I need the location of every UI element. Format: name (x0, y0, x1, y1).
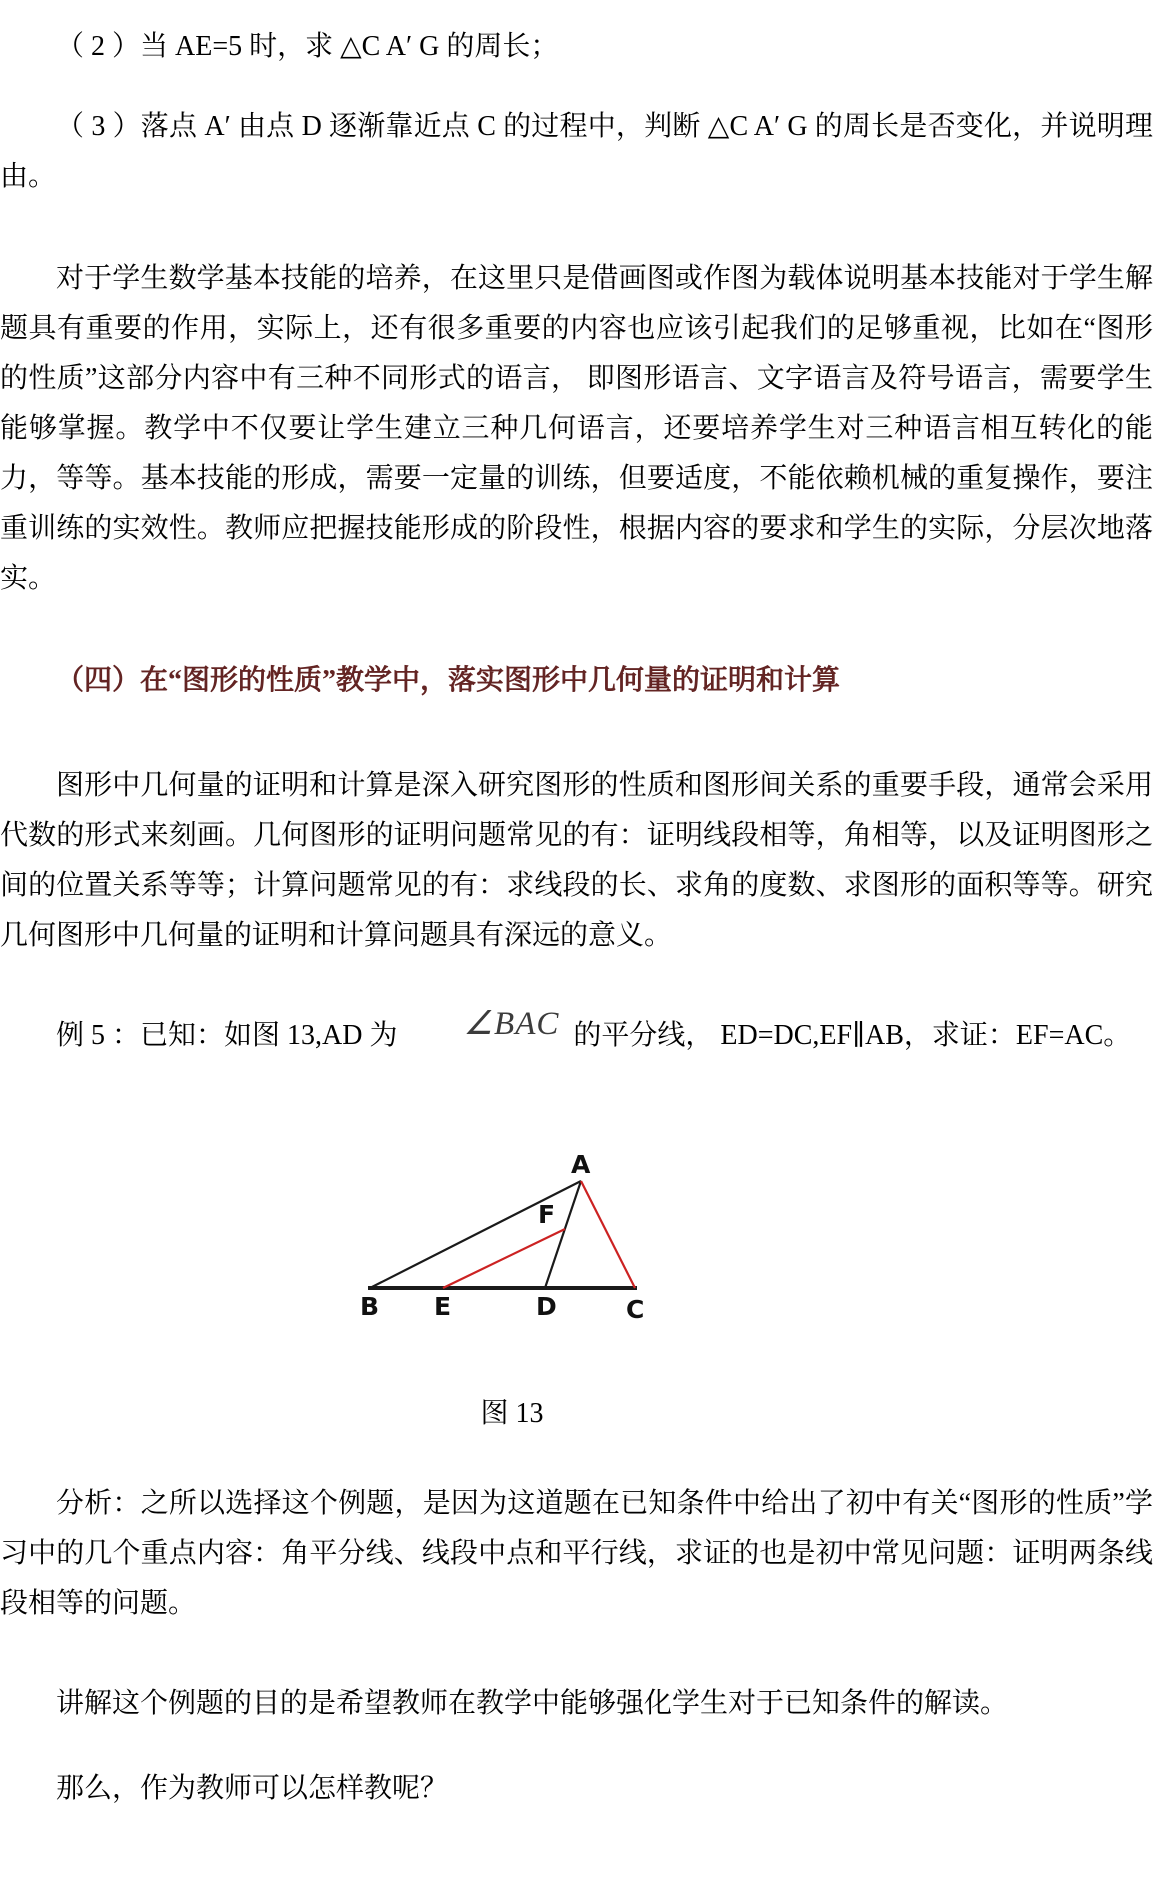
segment-EF-red (443, 1229, 565, 1288)
example-5-suffix: 的平分线， ED=DC,EF∥AB，求证：EF=AC。 (573, 1020, 1132, 1051)
question-part2: （ 2 ）当 AE=5 时，求 △C A′ G 的周长； (56, 31, 559, 62)
paragraph-geometry-quantities: 图形中几何量的证明和计算是深入研究图形的性质和图形间关系的重要手段，通常会采用代数的形式来刻画。几何图形的证明问题常见的有：证明线段相等，角相等，以及证明图形之间的位置关系等等；计算问题常见的有：求线段的长、求角的度数、求图形的面积等等。研究几何图形中几何量的证明和计算问题具有深远的意义。 (0, 770, 1153, 951)
vertex-label-C: C (626, 1295, 645, 1324)
angle-bac-formula: ∠BAC (463, 1006, 560, 1042)
paragraph-basic-skills: 对于学生数学基本技能的培养，在这里只是借画图或作图为载体说明基本技能对于学生解题具有重要的作用，实际上，还有很多重要的内容也应该引起我们的足够重视，比如在“图形的性质”这部分内容中有三种不同形式的语言， 即图形语言、文字语言及符号语言，需要学生能够掌握。教学中不仅要让学生建立三种几何语言，还要培养学生对三种语言相互转化的能力，等等。基本技能的形成，需要一定量的训练，但要适度，不能依赖机械的重复操作，要注重训练的实效性。教师应把握技能形成的阶段性，根据内容的要求和学生的实际，分层次地落实。 (0, 263, 1153, 594)
figure-13-caption: 图 13 (480, 1398, 544, 1429)
vertex-label-E: E (434, 1292, 452, 1321)
segment-AC-red (581, 1181, 635, 1288)
example-5-prefix: 例 5 ：已知：如图 13,AD 为 (56, 1020, 398, 1051)
section-heading-4: （四）在“图形的性质”教学中，落实图形中几何量的证明和计算 (56, 665, 841, 696)
paragraph-analysis: 分析：之所以选择这个例题，是因为这道题在已知条件中给出了初中有关“图形的性质”学习中的几个重点内容：角平分线、线段中点和平行线，求证的也是初中常见问题：证明两条线段相等的问题。 (0, 1488, 1153, 1619)
vertex-label-A: A (571, 1150, 591, 1179)
vertex-label-D: D (536, 1292, 557, 1321)
paragraph-explain-purpose: 讲解这个例题的目的是希望教师在教学中能够强化学生对于已知条件的解读。 (56, 1688, 1009, 1719)
figure-13-triangle (340, 1141, 680, 1341)
paragraph-how-to-teach: 那么，作为教师可以怎样教呢？ (56, 1773, 449, 1804)
question-part3: （ 3 ）落点 A′ 由点 D 逐渐靠近点 C 的过程中，判断 △C A′ G 的周长是否变化，并说明理由。 (0, 111, 1153, 192)
example-5-statement (0, 1006, 1153, 1061)
vertex-label-B: B (360, 1292, 380, 1321)
vertex-label-F: F (538, 1200, 556, 1229)
